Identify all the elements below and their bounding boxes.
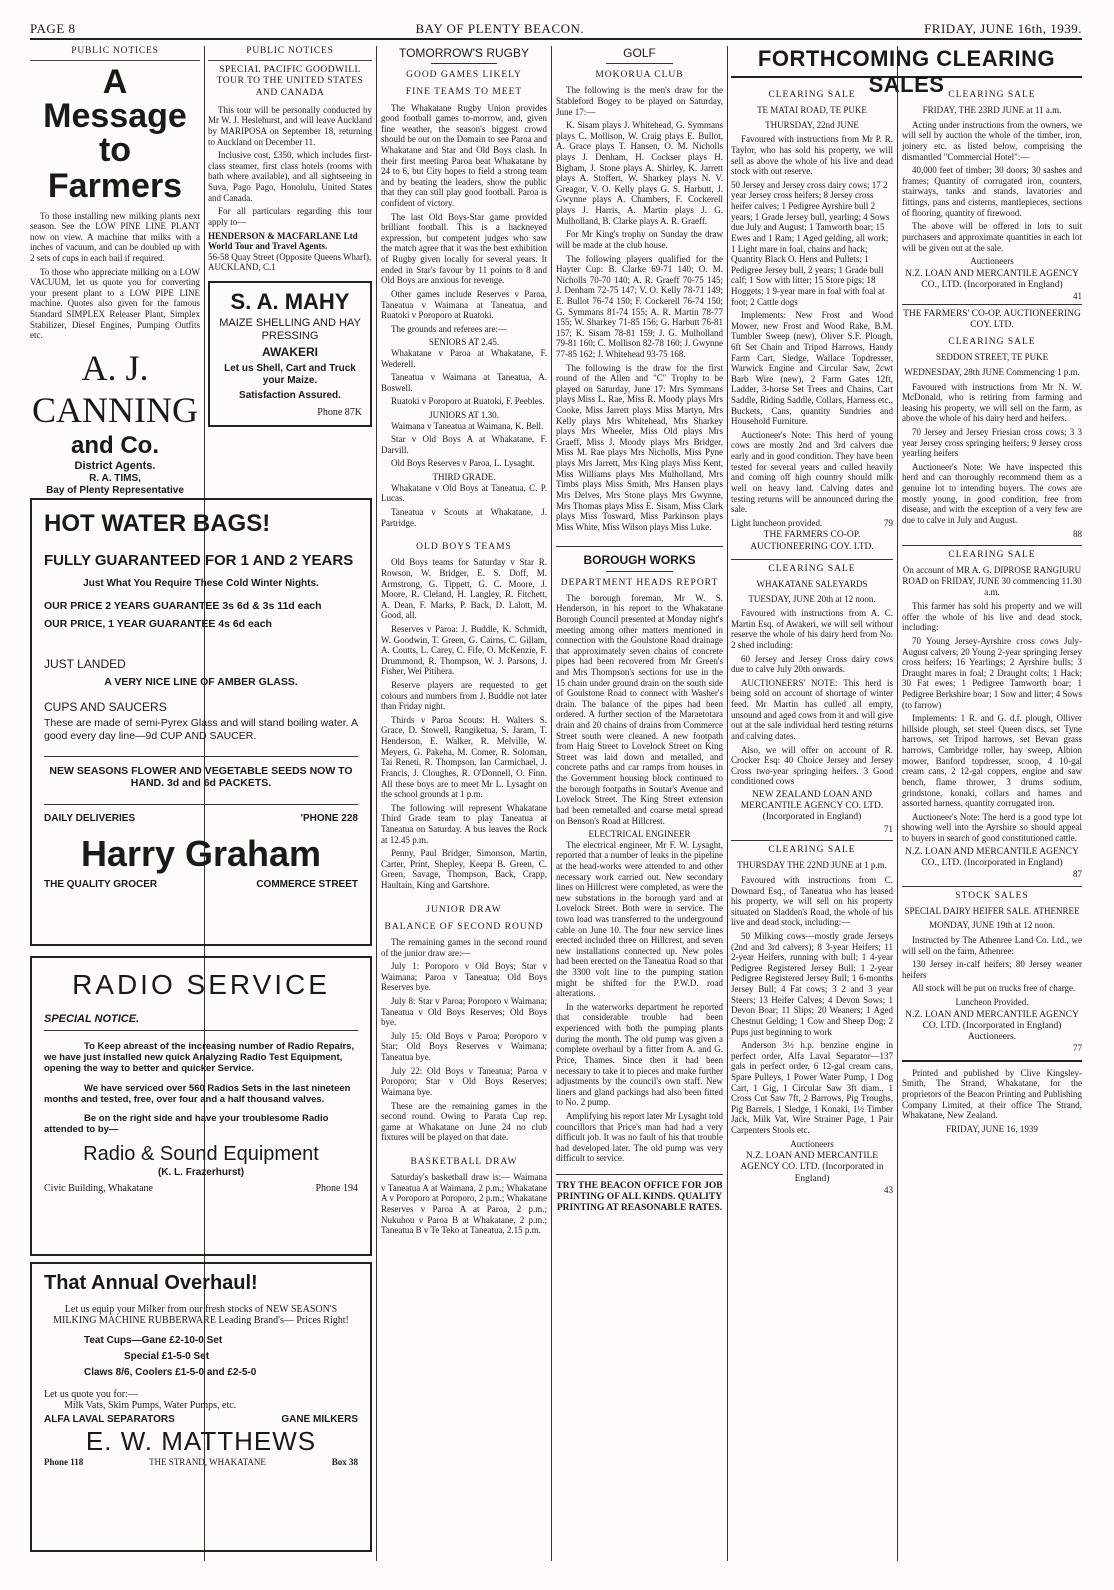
overhaul-gane: GANE MILKERS — [281, 1414, 358, 1426]
sale-paragraph: Auctioneer's Note: This herd of young cows are mostly 2nd and 3rd calvers due early and in good condition. They have been tested for several years and culled heavily and coming off high country should milk well on heavy land. Calving dates and testing returns will be announced during the sale. — [731, 429, 893, 515]
column-rule — [376, 46, 377, 1561]
overhaul-quote: Let us quote you for:— — [44, 1388, 138, 1400]
sale-paragraph: All stock will be put on trucks free of charge. — [912, 983, 1076, 994]
article-paragraph: July 22: Old Boys v Taneatua; Paroa v Poroporo; Star v Old Boys Reserves; Waimana bye. — [381, 1065, 547, 1097]
radio-firm: Radio & Sound Equipment — [83, 1143, 319, 1166]
article-paragraph: K. Sisam plays J. Whitehead, G. Symmans plays C. Mollison, W. Craig plays E. Bullot, A. Grace plays T. Hansen, O. M. Nicholls plays J. Denham, H. Cockser plays H. Bigham, J. Stone plays A. Shirley, K. Jarrett plays A. Stoffert, W. Sharkey plays N. V. Greagor, V. O. Kelly plays G. S. Harbutt, J. Gwynne plays A. Chambers, F. Cockerell plays J. Harris, A. Martin plays J. G. Mulholland, B. Clarke plays A. R. Graeff. — [556, 120, 723, 226]
canning-name: A. J. CANNING — [32, 347, 198, 431]
clearing-sale-heading: CLEARING SALE — [948, 337, 1036, 348]
article-paragraph: July 15: Old Boys v Paroa; Poroporo v Star; Old Boys Reserves v Waimana; Taneatua bye. — [381, 1030, 547, 1063]
fixture: Ruatoki v Poroporo at Ruatoki, F. Peebles. — [391, 396, 545, 407]
clearing-sale-heading: CLEARING SALE — [731, 559, 893, 575]
sale-paragraph: Implements: New Frost and Wood Mower, new Frost and Wood Rake, B.M. Tumbler Sweep (new), Oliver S.F. Plough, 6ft Set Chain and Tripod Harrows, Handy Farm Cart, Sledge, Wallace Topdresser, Warwick Engine and Circular Saw, 2cwt Barb Wire (new), 2 Farm Gates 12ft, Ladder, 3-horse Set Trees and Chains, Cart Saddle, Riding Saddle, Collars, Harness etc., Buckets, Cans, quantity Sundries and Household Furniture. — [731, 310, 893, 427]
grocer-name: Harry Graham — [80, 832, 322, 874]
public-notices-label: PUBLIC NOTICES — [30, 46, 200, 61]
stock-sales-sub: SPECIAL DAIRY HEIFER SALE. ATHENREE — [904, 905, 1080, 916]
sale-date: TUESDAY, JUNE 20th at 12 noon. — [748, 593, 876, 604]
junior-draw-heading: JUNIOR DRAW — [426, 904, 502, 915]
hwb-title: HOT WATER BAGS! — [44, 510, 271, 537]
imprint: Printed and published by Clive Kingsley-Smith, The Strand, Whakatane, for the proprietors of the Beacon Printing and Publishing Company Limited, at their office The Strand, Whakatane, New Zealand. — [902, 1060, 1082, 1121]
overhaul-brands — [44, 1414, 358, 1426]
fixture: Taneatua v Scouts at Whakatane, J. Partridge. — [381, 506, 547, 528]
hwb-price-1yr: OUR PRICE, 1 YEAR GUARANTEE 4s 6d each — [44, 618, 272, 631]
ad-number: 87 — [1073, 868, 1082, 879]
sale-account: On account of MR A. G. DIPROSE RANGIURU ROAD on FRIDAY, JUNE 30 commencing 11.30 a.m. — [902, 565, 1082, 597]
overhaul-box: Box 38 — [331, 1456, 358, 1467]
clearing-sale-heading: CLEARING SALE — [731, 840, 893, 856]
mahy-line: Let us Shell, Cart and Truck your Maize. — [224, 363, 356, 386]
sale-paragraph: Favoured with instructions from C. Downard Esq., of Taneatua who has leased his property, we will sell on his property situated on Sladden's Road, the whole of his live and dead stock, including:— — [731, 874, 893, 928]
article-paragraph: The last Old Boys-Star game provided brilliant football. This is a hackneyed expression, but competent judges who saw the match agree that it was the best exhibition of Rugby given locally for several years. It ended in Star's favour by 11 points to 8 and Old Boys are anxious for revenge. — [381, 211, 547, 286]
message-title-2: to Farmers — [47, 131, 183, 205]
tour-paragraph: This tour will be personally conducted by Mr W. J. Heslehurst, and will leave Auckland by MARIPOSA on September 18, returning to Auckland on December 11. — [208, 104, 372, 147]
overhaul-paragraph: Let us equip your Milker from our fresh stocks of NEW SEASON'S MILKING MACHINE RUBBERWARE Leading Brand's— Prices Right! — [53, 1303, 349, 1327]
imprint-date: FRIDAY, JUNE 16, 1939 — [946, 1123, 1038, 1134]
borough-works-heading: BOROUGH WORKS — [556, 546, 723, 567]
tour-paragraph: Inclusive cost, £350, which includes first-class steamer, first class hotels (rooms with bath where available), and all sightseeing in Suva, Pago Pago, Honolulu, United States and Canada. — [208, 150, 372, 203]
mahy-place: AWAKERI — [261, 344, 318, 359]
column-4 — [556, 46, 723, 1561]
tour-agent: HENDERSON & MACFARLANE Ltd World Tour and Travel Agents. — [208, 230, 358, 252]
sale-paragraph: This farmer has sold his property and we will offer the whole of his live and dead stock, including: — [902, 601, 1082, 633]
sale-place: WHAKATANE SALEYARDS — [756, 578, 868, 589]
auctioneer-sign: NEW ZEALAND LOAN AND MERCANTILE AGENCY CO. LTD. (Incorporated in England) — [740, 789, 884, 823]
fixture: Star v Old Boys A at Whakatane, F. Darvill. — [381, 434, 547, 455]
column-rule — [551, 46, 552, 1561]
sale-date: THURSDAY, 22nd JUNE — [765, 119, 859, 130]
issue-date: FRIDAY, JUNE 16th, 1939. — [924, 20, 1082, 36]
radio-address: Civic Building, Whakatane — [44, 1182, 153, 1194]
column-5 — [731, 84, 893, 1561]
golf-heading: GOLF — [623, 46, 656, 60]
rugby-heading: TOMORROW'S RUGBY — [398, 46, 530, 60]
article-paragraph: July 8: Star v Paroa; Poroporo v Waimana; Taneatua v Old Boys Reserves; Old Boys bye. — [381, 996, 547, 1028]
fixture: Whakatane v Paroa at Whakatane, F. Wederell. — [381, 347, 547, 369]
radio-paragraph: We have serviced over 560 Radios Sets in the last nineteen months and tested, free, over four and a half thousand valves. — [44, 1082, 351, 1105]
rugby-sub: FINE TEAMS TO MEET — [405, 87, 523, 98]
sale-items: 70 Jersey and Jersey Friesian cross cows; 3 3 year Jersey cross springing heifers; 9 Jersey cross yearling heifers — [902, 427, 1082, 459]
article-paragraph: Other games include Reserves v Paroa, Taneatua v Waimana at Taneatua, and Ruatoki v Poroporo at Ruatoki. — [381, 288, 547, 321]
overhaul-items: Milk Vats, Skim Pumps, Water Pumps, etc. — [64, 1400, 237, 1412]
sale-paragraph: AUCTIONEERS' NOTE: This herd is being sold on account of shortage of winter feed. Mr Martin has culled all empty, unsound and aged cows from it and will give out at the sale individual herd testing returns and calving dates. — [731, 677, 893, 741]
article-paragraph: These are the remaining games in the second round. Owing to Parata Cup rep. game at Whakatane on June 24 no club fixtures will be played on that date. — [381, 1100, 547, 1143]
grocer-street: COMMERCE STREET — [256, 879, 358, 890]
old-boys-heading: OLD BOYS TEAMS — [416, 542, 512, 553]
sale-paragraph: Auctioneer's Note: The herd is a good type lot showing well into the Ayrshire so should appeal to buyers in search of good constitutioned cattle. — [902, 811, 1082, 843]
column-rule — [727, 46, 728, 1561]
article-paragraph: The following players qualified for the Hayter Cup: B. Clarke 69-71 140; O. M. Nicholls 70-70 140; A. R. Graeff 70-75 145; J. Denham 72-75 147; V. O. Kelly 78-71 149; E. Bullot 76-74 150; F. Cockerell 76-74 150; G. Symmans 81-74 155; A. R. Martin 78-77 155; W. Sharkey 71-85 156; G. Harbutt 76-81 157; K. Sisam 78-81 159; J. G. Mulholland 79-81 160; C. Mollison 82-78 160; J. Gwynne 77-85 162; J. Whitehead 93-75 168. — [556, 253, 723, 359]
article-paragraph: July 1: Poroporo v Old Boys; Star v Waimana; Paroa v Taneatua; Old Boys Reserves bye. — [381, 961, 547, 993]
sale-paragraph: Also, we will offer on account of R. Crocker Esq: 40 Choice Jersey and Jersey Cross two-year springing heifers. 3 Good conditioned cows — [731, 744, 893, 787]
article-paragraph: The following is the men's draw for the Stableford Bogey to be played on Saturday, June 17:— — [556, 85, 723, 117]
overhaul-phone: Phone 118 — [44, 1456, 84, 1467]
radio-service-ad — [30, 956, 372, 1256]
overhaul-line: Teat Cups—Gane £2-10-0 Set — [84, 1335, 223, 1347]
radio-paragraph: Be on the right side and have your troublesome Radio attended to by— — [44, 1113, 329, 1136]
article-paragraph: Reserve players are requested to get colours and numbers from J. Buddle not later than Friday night. — [381, 680, 547, 712]
sale-paragraph: Implements: 1 R. and G. d.f. plough, Olliver hillside plough, set steel Queen discs, set Tyne harrows, set Tripod harrows, set Bevan grass harrows, Cambridge roller, hay sweep, Albion mower, Banford topdresser, scoop, 4 10-gal cream cans, 2 12-gal coppers, engine and saw bench, flame thrower, 3 drums sodium, grindstone, konaki, collars and hames and assorted harness, quantity corrugated iron. — [902, 713, 1082, 809]
hwb-subline: Just What You Require These Cold Winter Nights. — [83, 578, 319, 589]
sale-date: FRIDAY, THE 23RD JUNE at 11 a.m. — [922, 105, 1062, 116]
hwb-phone: 'PHONE 228 — [300, 812, 358, 824]
sale-place: SEDDON STREET, TE PUKE — [935, 352, 1049, 363]
article-paragraph: Saturday's basketball draw is:— Waimana v Taneatua A at Waimana, 2 p.m.; Whakatane A v Poroporo at Poroporo, 2 p.m.; Whakatane Reserves v Paroa A at Paroa, 2 p.m.; Nukuhou v Paroa B at Whakatane, 2 p.m.; Taneatua B v Te Teko at Taneatua, 2.15 p.m. — [381, 1172, 547, 1236]
auctioneers-label: Auctioneers — [970, 256, 1014, 267]
divider — [431, 63, 497, 64]
column-6 — [902, 84, 1082, 1561]
radio-title: RADIO SERVICE — [72, 969, 330, 1000]
sale-place: TE MATAI ROAD, TE PUKE — [757, 105, 867, 116]
sale-paragraph: Favoured with instructions from Mr P. R. Taylor, who has sold his property, we will sell as above the whole of his live and dead stock with out reserve. — [731, 134, 893, 177]
article-paragraph: The following will represent Whakatane Third Grade team to play Taneatua at Taneatua on Saturday. A bus leaves the Rock at 12.45 p.m. — [381, 802, 547, 845]
sale-date: WEDNESDAY, 28th JUNE Commencing 1 p.m. — [904, 366, 1080, 377]
basketball-heading: BASKETBALL DRAW — [410, 1156, 518, 1167]
auctioneer-sign: N.Z. LOAN AND MERCANTILE AGENCY CO., LTD. (Incorporated in England) — [905, 846, 1079, 868]
sale-footer — [731, 518, 893, 529]
article-paragraph: The electrical engineer, Mr F. W. Lysaght, reported that a number of leaks in the pipeline at the head-works were attended to and other necessary work carried out. New secondary lines on Hillcrest were completed, as were the new substations in the borough yard and at Lovelock Street. Both were in service. The town load was transferred to the underground cable on June 10. The four new service lines erected included three on Hillcrest, and seven new installations connected up. New poles had been erected on the Taneatua Road so that the 3300 volt line to the pumping station might be shifted for the P.W.D. road alterations. — [556, 839, 723, 999]
fixture: Taneatua v Waimana at Taneatua, A. Boswell. — [381, 372, 547, 393]
hot-water-bags-ad — [30, 498, 372, 946]
junior-draw-sub: BALANCE OF SECOND ROUND — [384, 921, 544, 932]
sale-items: 130 Jersey in-calf heifers; 80 Jersey weaner heifers — [902, 959, 1082, 980]
article-paragraph: The grounds and referees are:— — [391, 323, 507, 334]
luncheon: Luncheon Provided. — [955, 997, 1029, 1008]
sale-date: THURSDAY THE 22ND JUNE at 1 p.m. — [737, 860, 887, 871]
auctioneer-company: THE FARMERS' CO-OP. AUCTIONEERING COY. LTD. — [902, 304, 1082, 331]
beacon-print-ad: TRY THE BEACON OFFICE FOR JOB PRINTING OF ALL KINDS. QUALITY PRINTING AT REASONABLE RATES. — [556, 1174, 723, 1215]
sale-paragraph: Instructed by The Athenree Land Co. Ltd., we will sell on the farm, Athenree: — [902, 934, 1082, 956]
hwb-cups-text: These are made of semi-Pyrex Glass and will stand boiling water. A good every day line—9d CUP AND SAUCER. — [44, 717, 358, 742]
article-paragraph: The following is the draw for the first round of the Allen and "C" Trophy to be played on Saturday, June 17: Mrs Symmans plays Miss L. Rae, Miss R. Moody plays Mrs Cooke, Miss Jarrett plays Miss Martyn, Mrs Kelly plays Mrs Whitehead, Mrs Sharkey plays Mrs Wheeler, Miss Old plays Mrs Graeff, Miss J. Moody plays Mrs Bridger, Miss M. Rae plays Mrs Nicholls, Miss Pyne plays Mrs Jarrett, Mrs King plays Miss Kent, Miss Williams plays Mrs Mulholland, Mrs Timbs plays Miss Smith, Mrs Hansen plays Mrs Delves, Mrs Stone plays Mrs Gwynne, Mrs Thomas plays Miss E. Sisam, Miss Clark plays Miss Tosward, Miss Parkinson plays Miss White, Miss Wilson plays Miss Luke. — [556, 362, 723, 532]
sale-paragraph: The above will be offered in lots to suit purchasers and approximate quantities in each lot will be given out at the sale. — [902, 221, 1082, 253]
article-paragraph: For Mr King's trophy on Sunday the draw will be made at the club house. — [556, 229, 723, 250]
tour-paragraph: For all particulars regarding this tour apply to— — [208, 206, 372, 227]
mahy-subtitle: MAIZE SHELLING AND HAY PRESSING — [219, 316, 361, 342]
ad-number: 79 — [884, 517, 893, 528]
fixture: Old Boys Reserves v Paroa, L. Lysaght. — [391, 458, 535, 469]
message-paragraph: To those who appreciate milking on a LOW VACUUM, let us quote you for converting your present plant to a LOW PIPE LINE machine. Quotes also given for the famous Standard SIMPLEX Releaser Plant, Simplex Stabilizer, Diesel Engines, Pumping Outfits etc. — [30, 266, 200, 341]
article-paragraph: The Whakatane Rugby Union provides good football games to-morrow, and, given fine weather, the season's biggest crowd should be out on the Domain to see Paroa and Whakatane and Star and Old Boys clash. In their first meeting Paroa beat Whakatane by 24 to 6, but City hopes to field a strong team and by beating the leaders, show the public that they can still play good football. Paroa is confident of victory. — [381, 102, 547, 209]
sale-paragraph: Acting under instructions from the owners, we will sell by auction the whole of the timber, iron, joinery etc. as listed below, comprising the dismantled "Commercial Hotel":— — [902, 119, 1082, 162]
sale-items: 50 Milking cows—mostly grade Jerseys (2nd and 3rd calvers); 8 3-year Heifers; 11 2-year Heifers, running with bull; 1 4-year Pedigree Registered Jersey Bull; 1 2-year Pedigree Registered Jersey Bull; 1 6-months Jersey Bull; 4 Fat cows; 3 2 and 3 year Steers; 13 Heifer Calves; 4 Devon Sows; 1 Devon Boar; 11 Slips; 20 Weaners; 1 Aged Chestnut Gelding; 1 Cow and Sheep Dog; 2 Pups just beginning to work — [731, 931, 893, 1037]
masthead — [30, 20, 1082, 40]
golf-sub: MOKORUA CLUB — [595, 70, 684, 81]
canning-role: District Agents. — [74, 460, 156, 473]
sale-items: 50 Jersey and Jersey cross dairy cows; 17 2 year Jersey cross heifers; 8 Jersey cross heifer calves; 1 Pedigree Ayrshire bull 2 years; 1 Grade Jersey bull, yearling; 4 Sows due July and August; 1 Tamworth boar; 15 Ewes and 1 Ram; 1 Aged gelding, all work; 1 Light mare in foal, chains and hack; Quantity Black O. Hens and Pullets; 1 Pedigree Jersey bull, 2 years; 1 Grade bull calf; 1 Sow with litter; 15 Store pigs; 18 Hoggets; 1 9-year mare in foal with foal at foot; 2 Cattle dogs — [731, 179, 890, 307]
article-paragraph: In the waterworks department he reported that considerable trouble had been experienced with both the pumping plants during the month. The old pump was given a complete overhaul by a fitter from A. and G. Price, Thames. Since then it had been necessary to take it to pieces and make further adjustments by the council's own staff. New liners and gland packings had also been fitted to No. 2 pump. — [556, 1001, 723, 1108]
sale-paragraph: Anderson 3½ h.p. benzine engine in perfect order, Alfa Laval Separator—137 gals in perfect order, 6 12-gal cream cans, Spare Pulleys, 1 Power Water Pump, 1 Dog Cart, 1 Gig, 1 Circular Saw 3ft diam., 1 Cross Cut Saw 7ft, 2 Barrows, Pig Troughs, Pig Barrels, 1 Sledge, 1 Konaki, 1½ Timber Jack, Milk Vat, Wire Strainer Page, 1 Pair Carpenters Stools etc. — [731, 1040, 893, 1135]
ad-number: 77 — [1073, 1043, 1082, 1054]
hwb-just-landed: JUST LANDED — [44, 656, 126, 671]
ad-number: 88 — [1073, 528, 1082, 539]
article-paragraph: The remaining games in the second round of the junior draw are:— — [381, 937, 547, 958]
radio-phone: Phone 194 — [315, 1182, 358, 1194]
hwb-cups-heading: CUPS AND SAUCERS — [44, 700, 167, 715]
third-grade-heading: THIRD GRADE. — [432, 472, 496, 483]
overhaul-alfa: ALFA LAVAL SEPARATORS — [44, 1414, 175, 1426]
overhaul-firm: E. W. MATTHEWS — [85, 1425, 317, 1456]
article-paragraph: The borough foreman, Mr W. S. Henderson, in his report to the Whakatane Borough Council presented at Monday night's meeting among other matters mentioned in connection with the Goulstone Road drainage that approximately seven chains of concrete pipes had been recovered from Mr Green's and Mrs Thompson's sections for use in the 15 chain under ground drain on the south side of Goulstone Road to connect with Washer's drain. The balance of the pipes had been ordered. A further section of the Maraetotara drain and 20 chains of drains from Commerce Street south were cleaned. A new footpath from Haig Street to Lovelock Street on King Street was laid down and metalled, and concrete paths and car ramps from houses in the Government housing block continued to the borough footpaths in Soutar's Avenue and Lovelock Street. The King Street extension had been remetalled and coarse metal spread on Benson's Road at Hillcrest. — [556, 592, 723, 826]
article-paragraph: Amplifying his report later Mr Lysaght told councillors that Price's man had had a very difficult job. It was no fault of his that trouble had developed later. The old pump was very difficult to service. — [556, 1110, 723, 1164]
radio-special: SPECIAL NOTICE. — [44, 1013, 358, 1031]
hwb-deliveries-row — [44, 804, 358, 825]
column-rule — [897, 46, 898, 1561]
hwb-guarantee: FULLY GUARANTEED FOR 1 AND 2 YEARS — [44, 552, 354, 570]
mahy-ad — [208, 281, 372, 427]
sale-date: MONDAY, JUNE 19th at 12 noon. — [929, 920, 1055, 931]
message-title-1: A Message — [43, 63, 187, 136]
canning-rep: R. A. TIMS, — [89, 473, 141, 485]
hwb-amber-glass: A VERY NICE LINE OF AMBER GLASS. — [104, 675, 298, 688]
column-2 — [208, 46, 372, 491]
auctioneer-sign: THE FARMERS CO-OP. AUCTIONEERING COY. LTD. — [750, 530, 874, 552]
sale-items: 60 Jersey and Jersey Cross dairy cows due to calve July 20th onwards. — [731, 653, 893, 675]
hwb-daily: DAILY DELIVERIES — [44, 812, 136, 824]
grocer-role: THE QUALITY GROCER — [44, 879, 158, 890]
sale-items: 40,000 feet of timber; 30 doors; 30 sashes and frames; Quantity of corrugated iron, counters, stairways, tanks and stands, lavatories and fittings, pans and cisterns, mantlepieces, sections of flooring, quantity of firewood. — [902, 165, 1082, 218]
mahy-phone: Phone 87K — [317, 407, 362, 419]
article-paragraph: Old Boys teams for Saturday v Star R. Rowson, W. Bridger, E. S. Doff, M. Armstrong, G. Tippett, G. C. Moore, J. Moore, R. Cleland, H. Langley, R. Fitchett, A. Dean, F. Marks, P. Back, D. Lalott, M. Good, all. — [381, 557, 547, 621]
paper-title: BAY OF PLENTY BEACON. — [415, 20, 585, 36]
message-paragraph: To those installing new milking plants next season. See the LOW PINE LINE PLANT now on view. A machine that milks with a inches of vacuum, and can be doubled up with 2 sets of cups in each bail if required. — [30, 210, 200, 264]
grocer-row — [44, 879, 358, 891]
rugby-sub: GOOD GAMES LIKELY — [406, 70, 522, 81]
clearing-sale-heading: CLEARING SALE — [768, 90, 856, 100]
mahy-name: S. A. MAHY — [230, 288, 350, 314]
fixture: Whakatane v Old Boys at Taneatua, C. P. Lucas. — [381, 482, 547, 504]
juniors-heading: JUNIORS AT 1.30. — [429, 410, 499, 421]
auctioneers-label: Auctioneers — [790, 1138, 834, 1149]
radio-paragraph: To Keep abreast of the increasing number of Radio Repairs, we have just installed new quick Analyzing Radio Test Equipment, opening the way to better and quicker Service. — [44, 1041, 355, 1075]
hwb-seeds: NEW SEASONS FLOWER AND VEGETABLE SEEDS NOW TO HAND. 3d and 6d PACKETS. — [44, 756, 358, 790]
forthcoming-heading: FORTHCOMING CLEARING SALES — [757, 46, 1056, 97]
hwb-price-2yr: OUR PRICE 2 YEARS GUARANTEE 3s 6d & 3s 11d each — [44, 599, 322, 612]
article-paragraph: Penny, Paul Bridger, Simonson, Martin, Carter, Print, Shepley, Keepa B. Green, C. Green, Savage, Thompson, Back, Crapp, Haultain, King and Gartshore. — [381, 848, 547, 890]
overhaul-title: That Annual Overhaul! — [44, 1272, 258, 1294]
divider — [606, 63, 673, 64]
tour-heading: SPECIAL PACIFIC GOODWILL TOUR TO THE UNITED STATES AND CANADA — [216, 65, 364, 98]
auctioneer-sign: N.Z. LOAN AND MERCANTILE AGENCY CO. LTD. (Incorporated in England) — [740, 1151, 884, 1184]
divider — [606, 571, 673, 572]
sale-lunch: Light luncheon provided. — [731, 517, 823, 528]
sale-paragraph: Favoured with instructions from A. C. Martin Esq. of Awakeri, we will sell without reserve the whole of his dairy herd from No. 2 shed including: — [731, 608, 893, 651]
auctioneer-sign: N.Z. LOAN AND MERCANTILE AGENCY CO. LTD. (Incorporated in England) Auctioneers. — [905, 1009, 1079, 1043]
column-3 — [381, 46, 547, 1561]
ad-number: 41 — [1073, 291, 1082, 302]
canning-rep-role: Bay of Plenty Representative — [46, 484, 184, 496]
sale-paragraph: Favoured with instructions from Mr N. W. McDonald, who is retiring from farming and leasing his property, we will sell on the farm, as above the whole of his dairy herd and heifers. — [902, 381, 1082, 424]
overhaul-contact — [44, 1457, 358, 1468]
public-notices-label: PUBLIC NOTICES — [208, 46, 372, 61]
electrical-heading: ELECTRICAL ENGINEER — [588, 829, 691, 840]
annual-overhaul-ad — [30, 1262, 372, 1552]
sale-paragraph: Auctioneer's Note: We have inspected this herd and can thoroughly recommend them as a genuine lot to intending buyers. The cows are mostly young, in good condition, free from disease, and with the exception of a very few are due to calve in July and August. — [902, 461, 1082, 525]
canning-co: and Co. — [71, 431, 159, 459]
fixture: Waimana v Taneatua at Waimana, K. Bell. — [391, 420, 544, 431]
ad-number: 43 — [884, 1184, 893, 1195]
ad-number: 71 — [884, 823, 893, 834]
stock-sales-heading: STOCK SALES — [902, 886, 1082, 902]
article-paragraph: Thirds v Paroa Scouts: H. Walters S. Grace, D. Stowell, Rangiketua, S. Jaram, T. Henderson, E. Walker, R. Melville, W. Meyers, G. Pakeha, M. Comer, R. Soloman, Tai Reneti, R. Thompson, Ian Carmichael, J. Francis, J. Cloughes, R. O'Donnell, O. Finn. All these boys are to meet Mr L. Lysaght on the school grounds at 1 p.m. — [381, 714, 547, 800]
page-number: PAGE 8 — [30, 20, 76, 36]
article-paragraph: Reserves v Paroa: J. Buddle, K. Schmidt, W. Goodwin, T. Green, G. Cairns, C. Gillam, A. Coutts, L. Carey, C. Fife, O. McKenzie, F. Drummond, R. Thompson, W. J. Parsons, J. Fisher, Wei Pitihera. — [381, 623, 547, 677]
sale-items: 70 Young Jersey-Ayrshire cross cows July-August calvers; 20 Young 2-year springing Jersey cross heifers; 16 Yearlings; 2 Ayrshire bulls; 3 Draught mares in foal; 2 Draught colts; 1 Hack; 30 Fat ewes; 1 Pedigree Tamworth boar; 1 Pedigree Berkshire boar; 1 Sow and litter; 4 Sows (to farrow) — [902, 635, 1082, 710]
tour-address: 56-58 Quay Street (Opposite Queens Wharf), AUCKLAND, C.1 — [208, 251, 372, 273]
radio-firm-sub: (K. L. Frazerhurst) — [157, 1167, 245, 1179]
overhaul-strand: THE STRAND, WHAKATANE — [149, 1456, 266, 1467]
radio-contact — [44, 1183, 358, 1195]
overhaul-line: Special £1-5-0 Set — [124, 1350, 210, 1362]
clearing-sale-heading: CLEARING SALE — [948, 90, 1036, 100]
mahy-line: Satisfaction Assured. — [239, 389, 341, 401]
clearing-sale-heading: CLEARING SALE — [902, 545, 1082, 561]
borough-works-sub: DEPARTMENT HEADS REPORT — [560, 577, 719, 588]
auctioneer-sign: N.Z. LOAN AND MERCANTILE AGENCY CO., LTD. (Incorporated in England) — [905, 268, 1079, 290]
seniors-heading: SENIORS AT 2.45. — [428, 337, 500, 348]
overhaul-line: Claws 8/6, Coolers £1-5-0 and £2-5-0 — [84, 1366, 257, 1378]
column-1-top — [30, 46, 200, 496]
forthcoming-header — [731, 46, 1082, 97]
